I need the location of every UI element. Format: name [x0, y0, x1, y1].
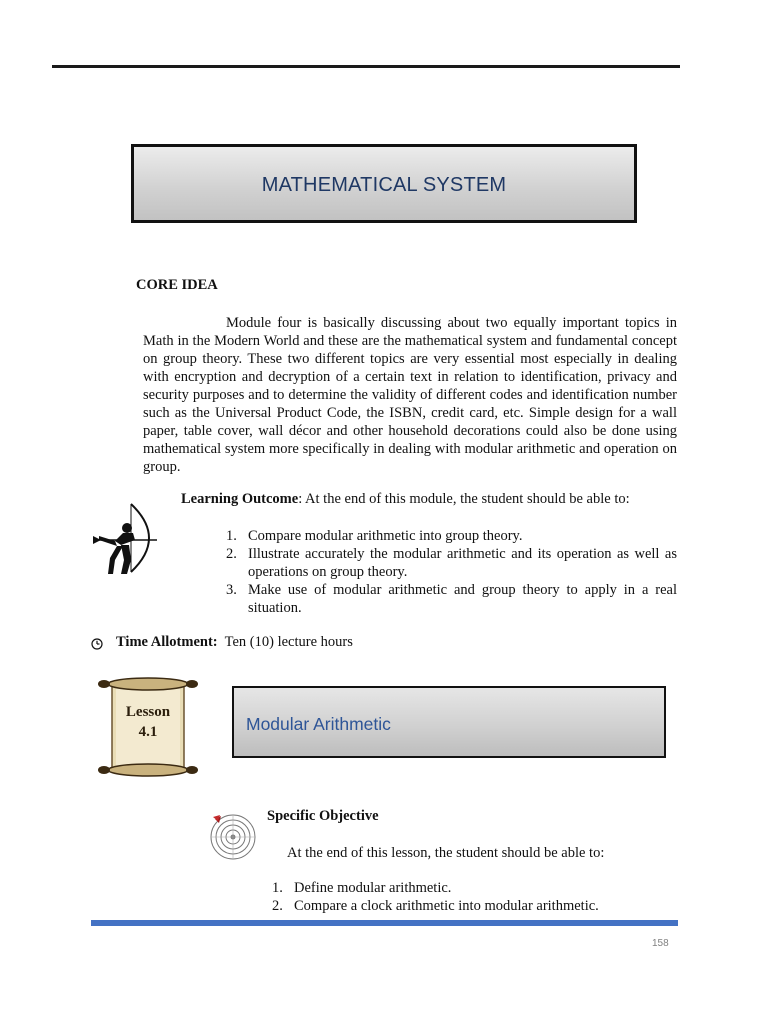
- item-text: Compare a clock arithmetic into modular arithmetic.: [294, 898, 599, 914]
- clock-icon: [91, 637, 103, 649]
- list-item: [272, 897, 672, 915]
- learning-outcome-label: Learning Outcome: [181, 491, 299, 507]
- list-item: [272, 879, 672, 897]
- lesson-title-box: [232, 686, 666, 758]
- module-title-box: [131, 144, 637, 223]
- lesson-badge-number: 4.1: [138, 724, 158, 740]
- page-number: 158: [652, 938, 669, 949]
- specific-objective-heading: Specific Objective: [267, 808, 379, 824]
- core-idea-heading: CORE IDEA: [136, 277, 218, 293]
- lesson-badge-label: Lesson: [125, 704, 171, 720]
- scroll-icon: [96, 674, 200, 780]
- item-number: 3.: [226, 582, 237, 598]
- list-item: [226, 527, 677, 545]
- item-number: 2.: [226, 546, 237, 562]
- time-allotment: [116, 634, 353, 651]
- specific-objective-intro: At the end of this lesson, the student should be able to:: [287, 845, 605, 861]
- archer-icon: [91, 500, 159, 576]
- specific-objective-list: [272, 879, 672, 915]
- list-item: [226, 545, 677, 581]
- item-text: Make use of modular arithmetic and group theory to apply in a real situation.: [248, 582, 677, 616]
- learning-outcome-text: : At the end of this module, the student should be able to:: [298, 491, 630, 507]
- item-number: 1.: [226, 528, 237, 544]
- time-allotment-value: Ten (10) lecture hours: [224, 634, 353, 650]
- target-icon: [207, 811, 257, 861]
- footer-bar: [91, 920, 678, 926]
- item-text: Define modular arithmetic.: [294, 880, 452, 896]
- module-title: MATHEMATICAL SYSTEM: [261, 174, 507, 196]
- lesson-title: Modular Arithmetic: [246, 713, 391, 734]
- top-rule: [52, 65, 680, 68]
- time-allotment-label: Time Allotment:: [116, 634, 218, 650]
- learning-outcome-intro: [181, 491, 630, 508]
- list-item: [226, 581, 677, 617]
- item-number: 2.: [272, 898, 283, 914]
- learning-outcome-list: [226, 527, 677, 617]
- item-number: 1.: [272, 880, 283, 896]
- item-text: Compare modular arithmetic into group theory.: [248, 528, 523, 544]
- item-text: Illustrate accurately the modular arithmetic and its operation as well as operations on group theory.: [248, 546, 677, 580]
- core-idea-paragraph: Module four is basically discussing about two equally important topics in Math in the Modern World and these are the mathematical system and fundamental concept on group theory. These two different topics are very essential most especially in dealing with encryption and decryption of a certain text in relation to identification, privacy and security purposes and to determine the validity of different codes and identification number such as the Universal Product Code, the ISBN, credit card, etc. Simple design for a wall paper, table cover, wall décor and other household decorations could also be done using mathematical system more specifically in dealing with modular arithmetic and operation on group.: [143, 315, 677, 475]
